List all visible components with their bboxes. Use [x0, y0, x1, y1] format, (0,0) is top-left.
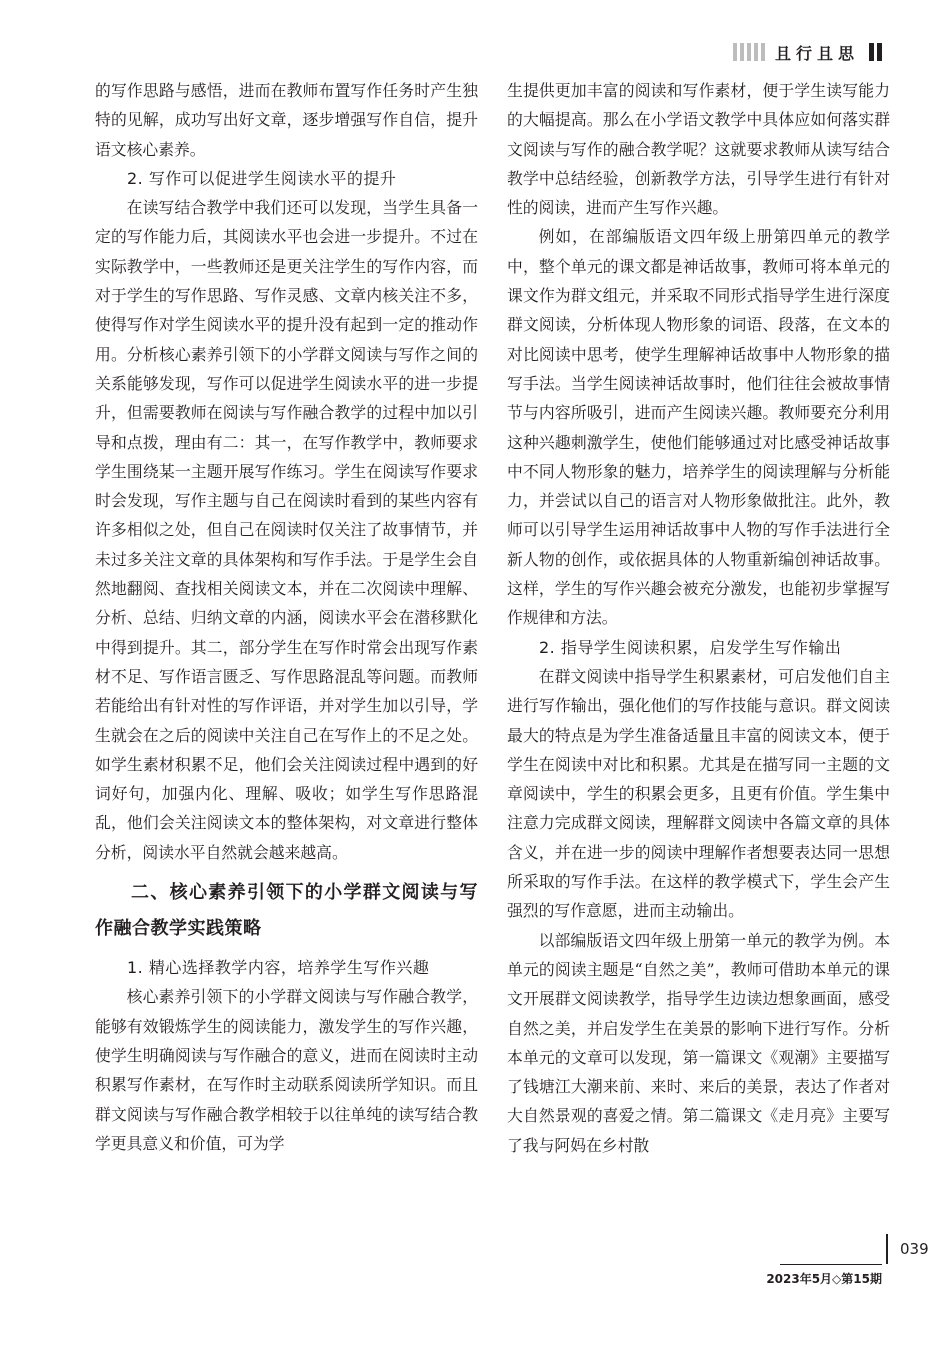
issue-info: 2023年5月◇第15期 [766, 1272, 882, 1286]
running-header [733, 38, 882, 66]
header-decor-bars-right [869, 43, 882, 61]
subheading: 2. 写作可以促进学生阅读水平的提升 [127, 168, 397, 188]
subheading: 2. 指导学生阅读积累，启发学生写作输出 [539, 637, 842, 657]
paragraph: 在群文阅读中指导学生积累素材，可启发他们自主进行写作输出，强化他们的写作技能与意识。群文阅读最大的特点是为学生准备适量且丰富的阅读文本，便于学生在阅读中对比和积累。尤其是在描写同一主题的文章阅读中，学生的积累会更多，且更有价值。学生集中注意力完成群文阅读，理解群文阅读中各篇文章的具体含义，并在进一步的阅读中理解作者想要表达同一思想所采取的写作手法。在这样的教学模式下，学生会产生强烈的写作意愿，进而主动输出。 [507, 666, 890, 921]
paragraph: 的写作思路与感悟，进而在教师布置写作任务时产生独特的见解，成功写出好文章，逐步增强写作自信，提升语文核心素养。 [95, 81, 478, 159]
right-column [507, 76, 890, 1160]
left-column [95, 76, 478, 1158]
header-decor-bars-left [733, 43, 765, 61]
section-heading: 二、核心素养引领下的小学群文阅读与写作融合教学实践策略 [95, 882, 478, 940]
page-number: 039 [886, 1234, 950, 1264]
paragraph: 生提供更加丰富的阅读和写作素材，便于学生读写能力的大幅提高。那么在小学语文教学中具体应如何落实群文阅读与写作的融合教学呢？这就要求教师从读写结合教学中总结经验，创新教学方法，引导学生进行有针对性的阅读，进而产生写作兴趣。 [507, 81, 890, 218]
paragraph: 以部编版语文四年级上册第一单元的教学为例。本单元的阅读主题是“自然之美”，教师可借助本单元的课文开展群文阅读教学，指导学生边读边想象画面，感受自然之美，并启发学生在美景的影响下进行写作。分析本单元的文章可以发现，第一篇课文《观潮》主要描写了钱塘江大潮来前、来时、来后的美景，表达了作者对大自然景观的喜爱之情。第二篇课文《走月亮》主要写了我与阿妈在乡村散 [507, 930, 890, 1155]
footer-rule [780, 1264, 882, 1265]
section-title: 且行且思 [774, 43, 859, 63]
paragraph: 例如，在部编版语文四年级上册第四单元的教学中，整个单元的课文都是神话故事，教师可将本单元的课文作为群文组元，并采取不同形式指导学生进行深度群文阅读，分析体现人物形象的词语、段落，在文本的对比阅读中思考，使学生理解神话故事中人物形象的描写手法。当学生阅读神话故事时，他们往往会被故事情节与内容所吸引，进而产生阅读兴趣。教师要充分利用这种兴趣刺激学生，使他们能够通过对比感受神话故事中不同人物形象的魅力，培养学生的阅读理解与分析能力，并尝试以自己的语言对人物形象做批注。此外，教师可以引导学生运用神话故事中人物的写作手法进行全新人物的创作，或依据具体的人物重新编创神话故事。这样，学生的写作兴趣会被充分激发，也能初步掌握写作规律和方法。 [507, 227, 890, 628]
subheading: 1. 精心选择教学内容，培养学生写作兴趣 [127, 958, 430, 978]
paragraph: 核心素养引领下的小学群文阅读与写作融合教学，能够有效锻炼学生的阅读能力，激发学生的写作兴趣，使学生明确阅读与写作融合的意义，进而在阅读时主动积累写作素材，在写作时主动联系阅读所学知识。而且群文阅读与写作融合教学相较于以往单纯的读写结合教学更具意义和价值，可为学 [95, 987, 478, 1153]
paragraph: 在读写结合教学中我们还可以发现，当学生具备一定的写作能力后，其阅读水平也会进一步提升。不过在实际教学中，一些教师还是更关注学生的写作内容，而对于学生的写作思路、写作灵感、文章内核关注不多，使得写作对学生阅读水平的提升没有起到一定的推动作用。分析核心素养引领下的小学群文阅读与写作之间的关系能够发现，写作可以促进学生阅读水平的进一步提升，但需要教师在阅读与写作融合教学的过程中加以引导和点拨，理由有二：其一，在写作教学中，教师要求学生围绕某一主题开展写作练习。学生在阅读写作要求时会发现，写作主题与自己在阅读时看到的某些内容有许多相似之处，但自己在阅读时仅关注了故事情节，并未过多关注文章的具体架构和写作手法。于是学生会自然地翻阅、查找相关阅读文本，并在二次阅读中理解、分析、总结、归纳文章的内涵，阅读水平会在潜移默化中得到提升。其二，部分学生在写作时常会出现写作素材不足、写作语言匮乏、写作思路混乱等问题。而教师若能给出有针对性的写作评语，并对学生加以引导，学生就会在之后的阅读中关注自己在写作上的不足之处。如学生素材积累不足，他们会关注阅读过程中遇到的好词好句，加强内化、理解、吸收；如学生写作思路混乱，他们会关注阅读文本的整体架构，对文章进行整体分析，阅读水平自然就会越来越高。 [95, 198, 478, 862]
